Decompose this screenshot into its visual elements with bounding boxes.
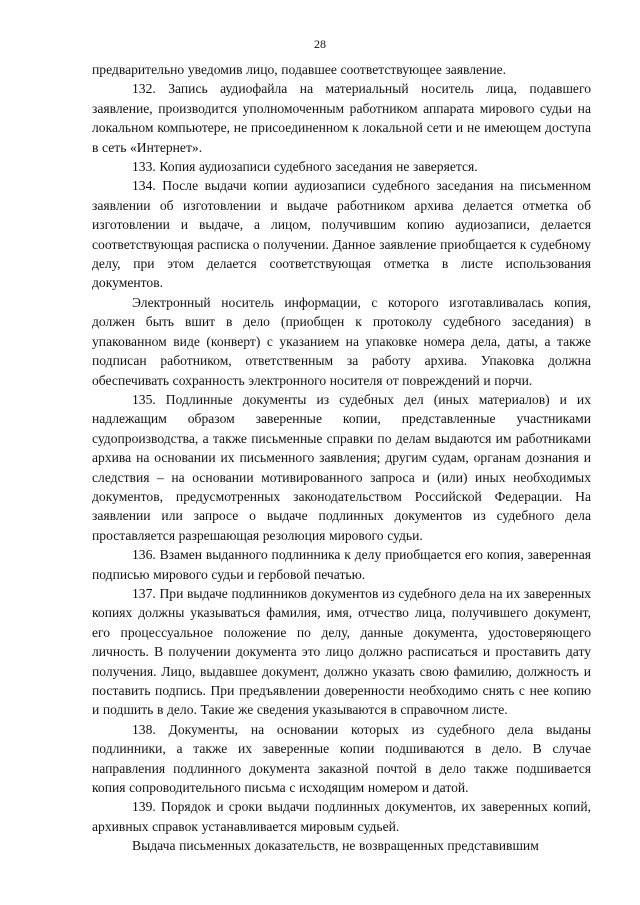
paragraph-135: 135. Подлинные документы из судебных дел (иных материалов) и их надлежащим образом заверенные копии, представленные участниками судопроизводства, а также письменные справки по делам выдаются им работниками архива на основании их письменного заявления; другим судам, органам дознания и следствия – на основании мотивированного запроса и (или) иных необходимых документов, предусмотренных законодательством Российской Федерации. На заявлении или запросе о выдаче подлинных документов из судебного дела проставляется разрешающая резолюция мирового судьи. [92, 391, 591, 543]
paragraph-133: 133. Копия аудиозаписи судебного заседания не заверяется. [132, 159, 478, 175]
paragraph-136: 136. Взамен выданного подлинника к делу приобщается его копия, заверенная подписью мирового судьи и гербовой печатью. [92, 547, 591, 582]
paragraph-electronic-media: Электронный носитель информации, с которого изготавливалась копия, должен быть вшит в дело (приобщен к протоколу судебного заседания) в упакованном виде (конверт) с указанием на упаковке номера дела, даты, а также подписан работником, ответственным за работу архива. Упаковка должна обеспечивать сохранность электронного носителя от повреждений и порчи. [92, 294, 591, 388]
page-number: 28 [314, 37, 326, 51]
paragraph-137: 137. При выдаче подлинников документов из судебного дела на их заверенных копиях должны указываться фамилия, имя, отчество лица, получившего документ, его процессуальное положение по делу, данные документа, удостоверяющего личность. В получении документа это лицо должно расписаться и проставить дату получения. Лицо, выдавшее документ, должно указать свою фамилию, должность и поставить подпись. При предъявлении доверенности необходимо снять с нее копию и подшить в дело. Такие же сведения указываются в справочном листе. [92, 585, 591, 718]
paragraph-134: 134. После выдачи копии аудиозаписи судебного заседания на письменном заявлении об изготовлении и выдаче работником архива делается отметка об изготовлении и выдаче, а лицом, получившим копию аудиозаписи, делается соответствующая расписка о получении. Данное заявление приобщается к судебному делу, при этом делается соответствующая отметка в листе использования документов. [92, 178, 591, 291]
paragraph-evidence-issuance: Выдача письменных доказательств, не возвращенных представившим [132, 838, 539, 854]
paragraph-139: 139. Порядок и сроки выдачи подлинных документов, их заверенных копий, архивных справок устанавливается мировым судьей. [92, 799, 591, 834]
document-body [92, 60, 591, 856]
paragraph-138: 138. Документы, на основании которых из судебного дела выданы подлинники, а также их заверенные копии подшиваются в дело. В случае направления подлинного документа заказной почтой в дело также подшивается копия сопроводительного письма с исходящим номером и датой. [92, 721, 591, 796]
paragraph-132: 132. Запись аудиофайла на материальный носитель лица, подавшего заявление, производится уполномоченным работником аппарата мирового судьи на локальном компьютере, не присоединенном к локальной сети и не имеющем доступа в сеть «Интернет». [92, 81, 591, 155]
paragraph-continuation: предварительно уведомив лицо, подавшее соответствующее заявление. [92, 62, 507, 77]
